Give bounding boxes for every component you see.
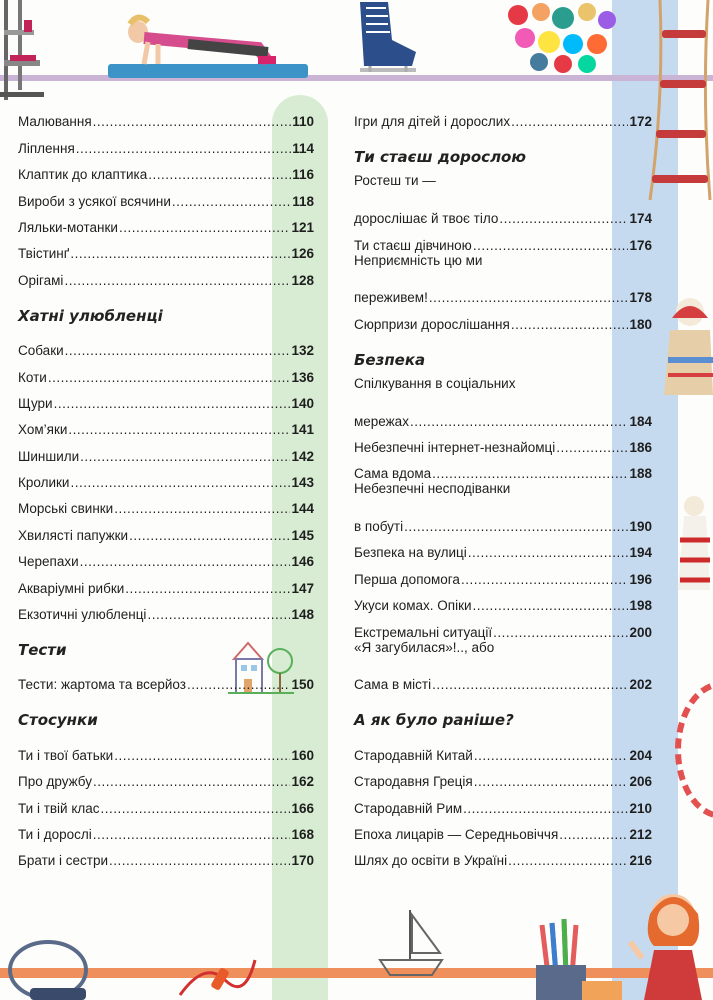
- toc-entry[interactable]: [354, 587, 652, 613]
- toc-entry[interactable]: [18, 816, 314, 842]
- toc-entry[interactable]: [18, 569, 314, 595]
- toc-entry[interactable]: [354, 560, 652, 586]
- toc-entry-title: Твістинґ: [18, 246, 70, 262]
- toc-entry-title: Ігри для дітей і дорослих: [354, 114, 511, 130]
- toc-entry[interactable]: [354, 429, 652, 455]
- toc-entry-title: Коти: [18, 369, 47, 385]
- toc-entry-first-line: Небезпечні несподіванки: [354, 481, 511, 497]
- toc-entry-page: 140: [291, 395, 314, 411]
- section-heading: Хатні улюбленці: [18, 306, 163, 325]
- toc-entry-page: 110: [292, 114, 314, 130]
- toc-entry-page: 186: [629, 439, 652, 455]
- toc-entry-title: Перша допомога: [354, 571, 460, 587]
- toc-entry-title: Орігамі: [18, 272, 64, 288]
- toc-entry-first-line: Неприємність цю ми: [354, 252, 483, 268]
- toc-entry-page: 116: [292, 167, 314, 183]
- toc-entry[interactable]: [18, 129, 314, 155]
- toc-entry-first-line: Ростеш ти —: [354, 173, 436, 189]
- toc-entry-title: Екзотичні улюбленці: [18, 607, 147, 623]
- toc-entry-page: 121: [291, 219, 314, 235]
- toc-entry-page: 212: [629, 826, 652, 842]
- dot-leader: [114, 501, 290, 516]
- toc-entry-page: 132: [291, 343, 314, 359]
- toc-entry[interactable]: [354, 402, 652, 428]
- toc-entry[interactable]: [18, 437, 314, 463]
- jump-rope-image: [175, 940, 260, 1000]
- dot-leader: [114, 748, 290, 763]
- toc-entry[interactable]: [18, 182, 314, 208]
- toc-entry[interactable]: [18, 543, 314, 569]
- toc-entry-page: 204: [629, 747, 652, 763]
- toc-entry-title: Небезпечні інтернет-незнайомці: [354, 439, 556, 455]
- toc-entry[interactable]: [18, 332, 314, 358]
- dot-leader: [109, 853, 290, 868]
- toc-entry-page: 141: [291, 422, 314, 438]
- toc-entry[interactable]: [18, 789, 314, 815]
- dot-leader: [473, 238, 629, 253]
- dot-leader: [54, 396, 291, 411]
- toc-entry-title: Малювання: [18, 114, 92, 130]
- dot-leader: [148, 167, 291, 182]
- toc-entry-title: Акваріумні рибки: [18, 580, 125, 596]
- dot-leader: [93, 114, 292, 129]
- dot-leader: [404, 519, 628, 534]
- toc-entry-title: Шлях до освіти в Україні: [354, 853, 508, 869]
- toc-entry-title: Ти і дорослі: [18, 826, 92, 842]
- toc-entry[interactable]: [354, 200, 652, 226]
- colorful-buttons-image: [503, 0, 618, 75]
- toc-entry-page: 144: [291, 501, 314, 517]
- dot-leader: [80, 554, 291, 569]
- pencil-cup-image: [522, 915, 622, 1000]
- section-heading: Безпека: [354, 350, 426, 369]
- toc-entry-title: в побуті: [354, 519, 404, 535]
- toc-entry-page: 147: [291, 580, 314, 596]
- toc-entry-title: Ти і твої батьки: [18, 747, 114, 763]
- dot-leader: [410, 414, 629, 429]
- toc-entry[interactable]: [354, 103, 652, 129]
- cartoon-girl-image: [628, 880, 713, 1000]
- dot-leader: [119, 220, 291, 235]
- dot-leader: [93, 827, 291, 842]
- toc-entry[interactable]: [18, 261, 314, 287]
- dot-leader: [493, 625, 628, 640]
- toc-entry-page: 128: [291, 272, 314, 288]
- toc-entry-page: 210: [629, 800, 652, 816]
- dot-leader: [76, 141, 291, 156]
- toc-entry-title: Собаки: [18, 343, 64, 359]
- toc-entry[interactable]: [18, 596, 314, 622]
- dot-leader: [93, 774, 290, 789]
- dot-leader: [101, 801, 291, 816]
- toc-entry-page: 178: [629, 290, 652, 306]
- dot-leader: [511, 317, 629, 332]
- toc-entry-title: Тести: жартома та всерйоз: [18, 677, 186, 693]
- dot-leader: [468, 545, 629, 560]
- toc-entry[interactable]: [354, 226, 652, 252]
- toc-entry[interactable]: [354, 305, 652, 331]
- toc-entry[interactable]: [354, 279, 652, 305]
- dot-leader: [187, 677, 291, 692]
- toc-entry-title: Сюрпризи дорослішання: [354, 316, 510, 332]
- toc-entry[interactable]: [354, 508, 652, 534]
- toc-entry-title: Хом’яки: [18, 422, 68, 438]
- toc-entry[interactable]: [18, 358, 314, 384]
- toc-entry-title: Про дружбу: [18, 774, 92, 790]
- toc-entry[interactable]: [18, 385, 314, 411]
- toc-entry-title: Шиншили: [18, 448, 80, 464]
- toc-entry-page: 216: [629, 853, 652, 869]
- dot-leader: [463, 801, 628, 816]
- toc-entry-title: Щури: [18, 395, 53, 411]
- dot-leader: [511, 114, 628, 129]
- section-heading: Тести: [18, 641, 67, 660]
- toc-entry-title: Хвилясті папужки: [18, 527, 129, 543]
- red-doll-image: [672, 490, 713, 600]
- toc-entry-page: 166: [291, 800, 314, 816]
- toc-entry[interactable]: [354, 842, 652, 868]
- dot-leader: [473, 598, 629, 613]
- toc-entry[interactable]: [18, 209, 314, 235]
- toc-entry-first-line: Спілкування в соціальних: [354, 375, 516, 391]
- toc-entry[interactable]: [354, 789, 652, 815]
- toc-entry[interactable]: [354, 666, 652, 692]
- toc-entry-page: 145: [291, 527, 314, 543]
- toc-entry-title: Сама в місті: [354, 677, 432, 693]
- toc-entry-title: мережах: [354, 413, 409, 429]
- toc-entry[interactable]: [354, 613, 652, 639]
- toc-entry[interactable]: [18, 411, 314, 437]
- dot-leader: [172, 194, 291, 209]
- dot-leader: [474, 774, 629, 789]
- dot-leader: [129, 528, 290, 543]
- toc-entry-page: 142: [291, 448, 314, 464]
- toc-entry-title: дорослішає й твоє тіло: [354, 211, 499, 227]
- toc-entry-title: Стародавній Рим: [354, 800, 463, 816]
- fitness-machine-image: [0, 0, 44, 100]
- toc-entry-title: Черепахи: [18, 554, 79, 570]
- toc-entry-page: 196: [629, 571, 652, 587]
- toc-entry-page: 180: [629, 316, 652, 332]
- toc-entry-title: Вироби з усякої всячини: [18, 193, 171, 209]
- toc-entry-title: Кролики: [18, 475, 70, 491]
- toc-entry-page: 168: [291, 826, 314, 842]
- toc-entry-page: 188: [629, 466, 652, 482]
- dot-leader: [64, 273, 290, 288]
- toc-entry-page: 118: [292, 193, 314, 209]
- toc-entry-page: 184: [629, 413, 652, 429]
- toc-entry-page: 150: [291, 677, 314, 693]
- dot-leader: [432, 466, 628, 481]
- toc-entry[interactable]: [18, 666, 314, 692]
- exercising-girl-image: [108, 8, 308, 83]
- toc-entry-title: Стародавня Греція: [354, 774, 473, 790]
- section-heading: А як було раніше?: [354, 711, 514, 730]
- toc-entry-page: 160: [291, 747, 314, 763]
- toc-entry[interactable]: [18, 464, 314, 490]
- toc-entry-title: Ліплення: [18, 140, 75, 156]
- toc-entry-page: 200: [629, 624, 652, 640]
- toc-entry-page: 206: [629, 774, 652, 790]
- dot-leader: [429, 290, 629, 305]
- exercise-hoop-image: [0, 920, 90, 1000]
- toc-entry-title: Клаптик до клаптика: [18, 167, 148, 183]
- toc-entry-title: переживем!: [354, 290, 428, 306]
- motanka-doll-image: [658, 290, 713, 400]
- left-toc-column: [18, 103, 314, 868]
- dot-leader: [556, 440, 628, 455]
- toc-entry[interactable]: [18, 736, 314, 762]
- dot-leader: [125, 581, 290, 596]
- section-heading: Ти стаєш дорослою: [354, 148, 526, 167]
- toc-entry-page: 176: [629, 237, 652, 253]
- dot-leader: [68, 422, 290, 437]
- toc-entry-title: Укуси комах. Опіки: [354, 598, 472, 614]
- boat-drawing-image: [370, 905, 450, 980]
- toc-entry[interactable]: [18, 516, 314, 542]
- toc-entry-page: 162: [291, 774, 314, 790]
- section-heading: Стосунки: [18, 711, 98, 730]
- dot-leader: [474, 748, 629, 763]
- toc-entry-title: Безпека на вулиці: [354, 545, 467, 561]
- toc-entry-title: Екстремальні ситуації: [354, 624, 493, 640]
- toc-entry-page: 148: [291, 607, 314, 623]
- toc-entry-page: 190: [629, 519, 652, 535]
- dot-leader: [70, 246, 290, 261]
- toc-entry-title: Брати і сестри: [18, 853, 109, 869]
- dot-leader: [499, 211, 628, 226]
- right-toc-column: [354, 103, 652, 868]
- dot-leader: [65, 343, 291, 358]
- toc-entry-page: 198: [629, 598, 652, 614]
- toc-entry-title: Епоха лицарів — Середньовіччя: [354, 826, 559, 842]
- toc-entry-first-line: «Я загубилася»!.., або: [354, 639, 495, 655]
- dot-leader: [80, 449, 290, 464]
- dot-leader: [48, 370, 291, 385]
- toc-entry-title: Сама вдома: [354, 466, 432, 482]
- toc-entry-title: Ляльки-мотанки: [18, 219, 118, 235]
- dot-leader: [559, 827, 628, 842]
- toc-entry-title: Стародавній Китай: [354, 747, 473, 763]
- toc-entry-page: 146: [291, 554, 314, 570]
- toc-entry-page: 174: [629, 211, 652, 227]
- toc-entry-page: 126: [291, 246, 314, 262]
- toc-entry[interactable]: [354, 816, 652, 842]
- toc-entry-page: 194: [629, 545, 652, 561]
- toc-entry[interactable]: [354, 534, 652, 560]
- toc-entry-page: 143: [291, 475, 314, 491]
- toc-entry[interactable]: [18, 103, 314, 129]
- toc-entry[interactable]: [354, 736, 652, 762]
- toc-entry-page: 172: [629, 114, 652, 130]
- toc-entry[interactable]: [18, 763, 314, 789]
- toc-entry[interactable]: [18, 156, 314, 182]
- toc-entry[interactable]: [354, 455, 652, 481]
- dot-leader: [508, 853, 628, 868]
- dot-leader: [70, 475, 290, 490]
- toc-entry[interactable]: [18, 235, 314, 261]
- toc-entry-page: 114: [292, 140, 314, 156]
- hula-hoop-image: [672, 680, 713, 820]
- toc-entry[interactable]: [18, 842, 314, 868]
- toc-entry-title: Ти стаєш дівчиною: [354, 237, 472, 253]
- dot-leader: [147, 607, 290, 622]
- toc-entry[interactable]: [18, 490, 314, 516]
- toc-entry-title: Ти і твій клас: [18, 800, 100, 816]
- toc-entry-page: 202: [629, 677, 652, 693]
- toc-entry-page: 136: [291, 369, 314, 385]
- dot-leader: [432, 677, 628, 692]
- ice-skate-image: [330, 0, 420, 82]
- toc-entry-title: Морські свинки: [18, 501, 114, 517]
- toc-entry-page: 170: [291, 853, 314, 869]
- dot-leader: [461, 572, 629, 587]
- toc-entry[interactable]: [354, 763, 652, 789]
